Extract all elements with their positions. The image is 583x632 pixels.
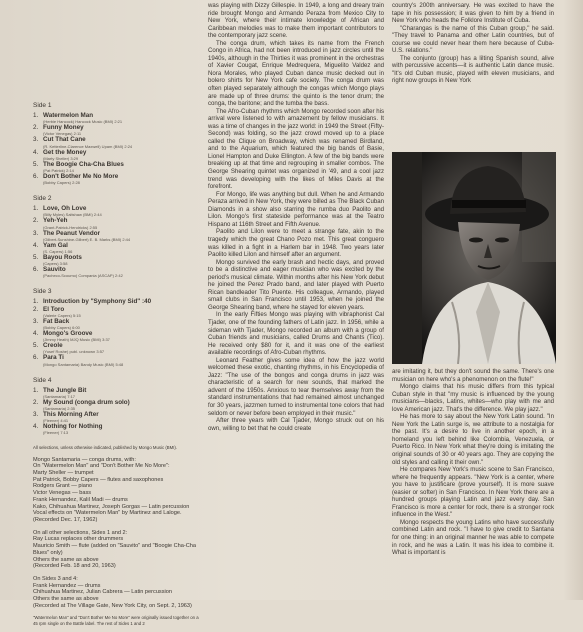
track-item — [33, 112, 201, 124]
track-number: 1. — [33, 298, 39, 306]
track-title: The Jungle Bit — [43, 386, 87, 394]
track-item — [33, 306, 201, 318]
track-item — [33, 411, 201, 423]
essay-paragraph: Mongo survived the early brash and hectic days, and proved to be a distinctive and eager musician who was excited by the period's musical climate. Within months after his New York debut he joined the Perez Prado band, and later played with Puerto Rican bandleader Tito Puente. His colleague, Armando, played small clubs in San Francisco until 1953, when he joined the George Shearing band, where he stayed for eleven years. — [208, 258, 384, 311]
essay-paragraph: Mongo respects the young Latins who have successfully combined Latin and rock. "I have to give credit to Santana for one thing: in an original manner he was able to compete in rock, and he was a Latin. It was his idea to combine it. What is important is — [392, 518, 554, 557]
track-item — [33, 318, 201, 330]
track-item — [33, 330, 201, 342]
track-title: The Boogie Cha-Cha Blues — [43, 160, 124, 168]
track-number: 1. — [33, 112, 39, 119]
track-item — [33, 387, 201, 399]
track-credit: (Valerie Capers) 5:15 — [43, 312, 81, 318]
essay-paragraph: He compares New York's music scene to San Francisco, where he frequently appears. "New York is a center, where you have to justificare (prove yourself). It is more suave (easier or softer) in San Francisco. In New York there are a hundred groups playing Latin and jazz every day. San Francisco is more a center for rock, there is a stronger rock influence in the West." — [392, 466, 554, 519]
essay-paragraph: are imitating it, but they don't sound the same. There's one musician on here who's a phenomenon on the flute!" — [392, 368, 554, 383]
credit-paragraph: All selections, unless otherwise indicated, published by Mongo Music (BMI). — [33, 445, 178, 451]
track-number: 4. — [33, 148, 39, 156]
track-number: 6. — [33, 173, 39, 181]
track-item — [33, 423, 201, 435]
track-number: 3. — [33, 136, 39, 144]
track-item — [33, 266, 201, 278]
track-title: El Toro — [43, 305, 65, 313]
credit-paragraph: On all other selections, Sides 1 and 2: Ray Lucas replaces other drummers Mauricio Smith — flute (added on "Sauvito" and "Boogie Cha-Cha Blues" only) Others the same as above (Recorded Feb. 18 and 20, 1963) — [33, 529, 196, 570]
track-title: Watermelon Man — [43, 112, 94, 119]
side-title: Side 1 — [33, 102, 52, 109]
essay-column-middle — [208, 2, 384, 432]
track-title: This Morning After — [43, 411, 99, 419]
credit-paragraph: On Sides 3 and 4: Frank Hernandez — drums Chihuahua Martinez, Julian Cabrera — Latin percussion Others the same as above (Recorded at The Village Gate, New York City, on Sept. 2, 1963) — [33, 575, 192, 609]
track-listing-column — [33, 92, 201, 632]
mongo-santamaria-photo — [392, 152, 556, 364]
track-title: My Sound (conga drum solo) — [43, 398, 130, 406]
track-credit: (Santamaria) 2:35 — [43, 406, 76, 412]
track-item — [33, 205, 201, 217]
track-title: Don't Bother Me No More — [43, 173, 119, 181]
track-item — [33, 136, 201, 148]
track-credit: (S. Capers) 1:56 — [43, 249, 73, 255]
track-number: 2. — [33, 305, 39, 313]
track-number: 2. — [33, 124, 39, 132]
essay-paragraph: The Afro-Cuban rhythms which Mongo recorded soon after his arrival were listened to with amazement by fellow musicians. It was a time of changes in the jazz world: in 1949 the Street (Fifty-Second) was folding, so the jazz crowd moved up to a place called the Clique on Broadway, which was renamed Birdland, and to the Aquarium, which featured the big bands of Basie, Lionel Hampton and Duke Ellington. A few of the big bands were breaking up at that time and regrouping in smaller combos. The George Shearing quintet was organized in '49, and a cool jazz trend was developing with the likes of Miles Davis at the forefront. — [208, 107, 385, 191]
track-number: 2. — [33, 398, 39, 406]
track-credit: (Yusef Roshe) publ. unknown 3:57 — [43, 349, 105, 355]
track-number: 3. — [33, 411, 39, 419]
track-item — [33, 342, 201, 354]
track-number: 5. — [33, 342, 39, 350]
track-item — [33, 242, 201, 254]
essay-paragraph: Paolito and Lilon were to meet a strange fate, akin to the tragedy which the great Chano Pozo met. This great conguero was killed in a fight in a Harlem bar in 1948. Two years later Paolito killed Lilon and himself after an argument. — [208, 228, 384, 259]
track-credit: (Grant-Patrick-Hendricks) 2:55 — [43, 224, 98, 230]
track-number: 4. — [33, 330, 39, 338]
track-title: Mongo's Groove — [43, 330, 93, 338]
track-item — [33, 354, 201, 366]
track-number: 1. — [33, 205, 39, 213]
essay-paragraph: The conga drum, which takes its name from the French Congo in Africa, had not been introduced in jazz circles until the 1940s, although in the Thirties it was prominent in the orchestras of Xavier Cougat, Enrique Medrequera, Miguelito Valdez and Nora Morales, who played Cuban dance music decked out in bolero shirts for New York cafe society. The conga drum was often played separately although the congas which Mongo plays are made up of three drums: the quinto is the tenor drum; the conga, the baritone; and the tumba the bass. — [208, 39, 384, 108]
track-title: Yam Gal — [43, 241, 68, 249]
side-title: Side 3 — [33, 288, 52, 296]
track-credit: (Pacheco-Scoumo) Compania (ASCAP) 2:42 — [43, 273, 123, 279]
essay-paragraph: Leonard Feather gives some idea of how the jazz world welcomed these exotic, chanting rhythms, in his Encyclopedia of Jazz: "The use of the bongos and conga drums in jazz was characteristic of a search for new sounds, that marked the advent of the 1950s. Anxious to tear themselves away from the standard instrumentations that had remained almost unchanged for 30 years, jazzmen turned to instrumental tone colors that had seldom or never before been employed in their music." — [208, 356, 384, 417]
track-number: 4. — [33, 423, 39, 431]
track-credit: (Jimmy Heath) MJQ Music (BMI) 3:37 — [43, 337, 110, 343]
essay-paragraph: For Mongo, life was anything but dull. When he and Armando Peraza arrived in New York, they were billed as The Black Cuban Diamonds in a show also starring the rumba duo Paolito and Lilon. Mongo's first stateside performance was at the Teatro Hispano at 116th Street and Fifth Avenue. — [208, 190, 384, 228]
credit-paragraph: On "Watermelon Man" and "Don't Bother Me No More": — [33, 463, 170, 470]
track-title: Introduction by "Symphony Sid" :40 — [43, 298, 152, 306]
essay-column-right-bottom — [392, 368, 554, 557]
track-number: 3. — [33, 317, 39, 325]
essay-paragraph: "Charangas is the name of this Cuban group," he said. "They travel to Panama and other Latin countries, but of course we could never hear them here because of Cuba-U.S. relations." — [392, 24, 554, 55]
track-item — [33, 124, 201, 136]
track-credit: (Capers) 3:58 — [43, 261, 68, 267]
track-credit: (Fleener) 7:13 — [43, 430, 69, 436]
track-item — [33, 161, 201, 173]
track-credit: (Fleener) 4:41 — [43, 418, 69, 424]
track-number: 2. — [33, 217, 39, 225]
track-title: Cut That Cane — [43, 136, 86, 144]
track-number: 6. — [33, 354, 39, 362]
credit-paragraph: Mongo Santamaria — conga drums, with: — [33, 456, 136, 463]
track-title: Nothing for Nothing — [43, 423, 103, 431]
track-item — [33, 254, 201, 266]
track-credit: (Mongo Santamaria) Bandy Music (BMI) 5:48 — [43, 361, 124, 367]
track-credit: (Gilbert-Sunshine-Gilbert) E. B. Marks (BMI) 2:44 — [43, 236, 131, 242]
track-item — [33, 298, 201, 305]
essay-paragraph: He has more to say about the New York Latin sound. "In New York the Latin surge is, we attribute to a nostalgia for the past. It's a desire to live in another epoch, in a homeland you left behind like Colombia, Venezuela, or Puerto Rico. In New York what they're doing is imitating the original sounds of 30 or 40 years ago. They are copying the old styles and calling it their own." — [392, 413, 554, 466]
track-credit: (R. Ketterline-Clarence Maxwell) Upam (BMI) 2:24 — [43, 143, 133, 149]
track-item — [33, 149, 201, 161]
track-title: Bayou Roots — [43, 254, 82, 262]
track-title: Get the Money — [43, 148, 87, 156]
track-item — [33, 399, 201, 411]
track-number: 5. — [33, 160, 39, 168]
personnel-credits — [33, 445, 201, 625]
credit-paragraph: Marty Sheller — trumpet Pat Patrick, Bobby Capers — flutes and saxophones Rodgers Grant — piano Victor Venegas — bass Frank Hernandez, Kalil Madi — drums Kako, Chihuahua Martinez, Joseph Gorgas — Latin percussion Vocal effects on "Watermelon Man" by Martinez and Laloge. (Recorded Dec. 17, 1962) — [33, 470, 190, 523]
essay-column-right-top — [392, 2, 554, 85]
track-item — [33, 217, 201, 229]
track-title: The Peanut Vendor — [43, 229, 101, 237]
track-credit: (Bobby Capers) 2:28 — [43, 180, 80, 186]
track-credit: (Bobby Capers) 6:00 — [43, 325, 80, 331]
side-title: Side 2 — [33, 195, 52, 203]
essay-paragraph: Mongo claims that his music differs from this typical Cuban style in that "my music is influenced by the young musicians—blacks, Latins, whites—who play with me and love American jazz. That's the difference. We play jazz." — [392, 383, 554, 413]
track-credit: (Santamaria) 7:17 — [43, 393, 76, 399]
track-credit: (Marty Sheller) 3:29 — [43, 155, 79, 161]
track-number: 1. — [33, 386, 39, 394]
track-title: Para Ti — [43, 354, 64, 362]
track-credit: (Pat Patrick) 2:14 — [43, 168, 74, 174]
credit-paragraph: "Watermelon Man" and "Don't Bother Me No More" were originally issued together on a 45 rpm single on the Battle label. The rest of Sides 1 and 2 — [33, 615, 199, 626]
track-item — [33, 173, 201, 185]
essay-paragraph: country's 200th anniversary. He was excited to have the tape in his possession; it was given to him by a friend in New York who heads the Folklore Institute of Cuba. — [392, 2, 554, 25]
essay-paragraph: In the early Fifties Mongo was playing with vibraphonist Cal Tjader, one of the founding fathers of Latin jazz. In 1956, while a sideman with Tjader, Mongo recorded an album with a group of Cuban friends and musicians, called Drums and Chants (Tico). He received only $80 for it, and it was one of the earliest available recordings of Afro-Cuban rhythms. — [208, 311, 384, 357]
track-number: 6. — [33, 266, 39, 274]
track-number: 5. — [33, 254, 39, 262]
track-title: Fat Back — [43, 317, 70, 325]
track-title: Yeh-Yeh — [43, 217, 68, 225]
track-title: Funny Money — [43, 124, 84, 132]
track-credit: (Victor Venegas) 2:11 — [43, 131, 82, 137]
track-number: 3. — [33, 229, 39, 237]
track-item — [33, 230, 201, 242]
essay-paragraph: After three years with Cal Tjader, Mongo struck out on his own, willing to bet that he could create — [208, 417, 384, 432]
essay-paragraph: was playing with Dizzy Gillespie. In 1949, a long and dreary train ride brought Mongo and Armando Peraza from Mexico City to New York, where their intimate knowledge of African and Caribbean melodies was to make them important contributors to the contemporary jazz scene. — [208, 2, 384, 40]
track-title: Love, Oh Love — [43, 205, 87, 213]
side-title: Side 4 — [33, 376, 52, 384]
sleeve-edge-shadow — [563, 0, 583, 600]
track-title: Creole — [43, 342, 63, 350]
track-number: 4. — [33, 241, 39, 249]
essay-paragraph: The conjunto (group) has a lilting Spanish sound, alive with percussive accents—it is authentic Latin dance music. "It's old Cuban music, played with eleven musicians, and right now groups in New York — [392, 54, 554, 85]
track-title: Sauvito — [43, 266, 66, 274]
track-credit: (Billy Myles) Saltshaw (BMI) 2:44 — [43, 212, 102, 218]
track-credit: (Herbie Hancock) Hancock Music (BMI) 2:21 — [43, 119, 123, 125]
